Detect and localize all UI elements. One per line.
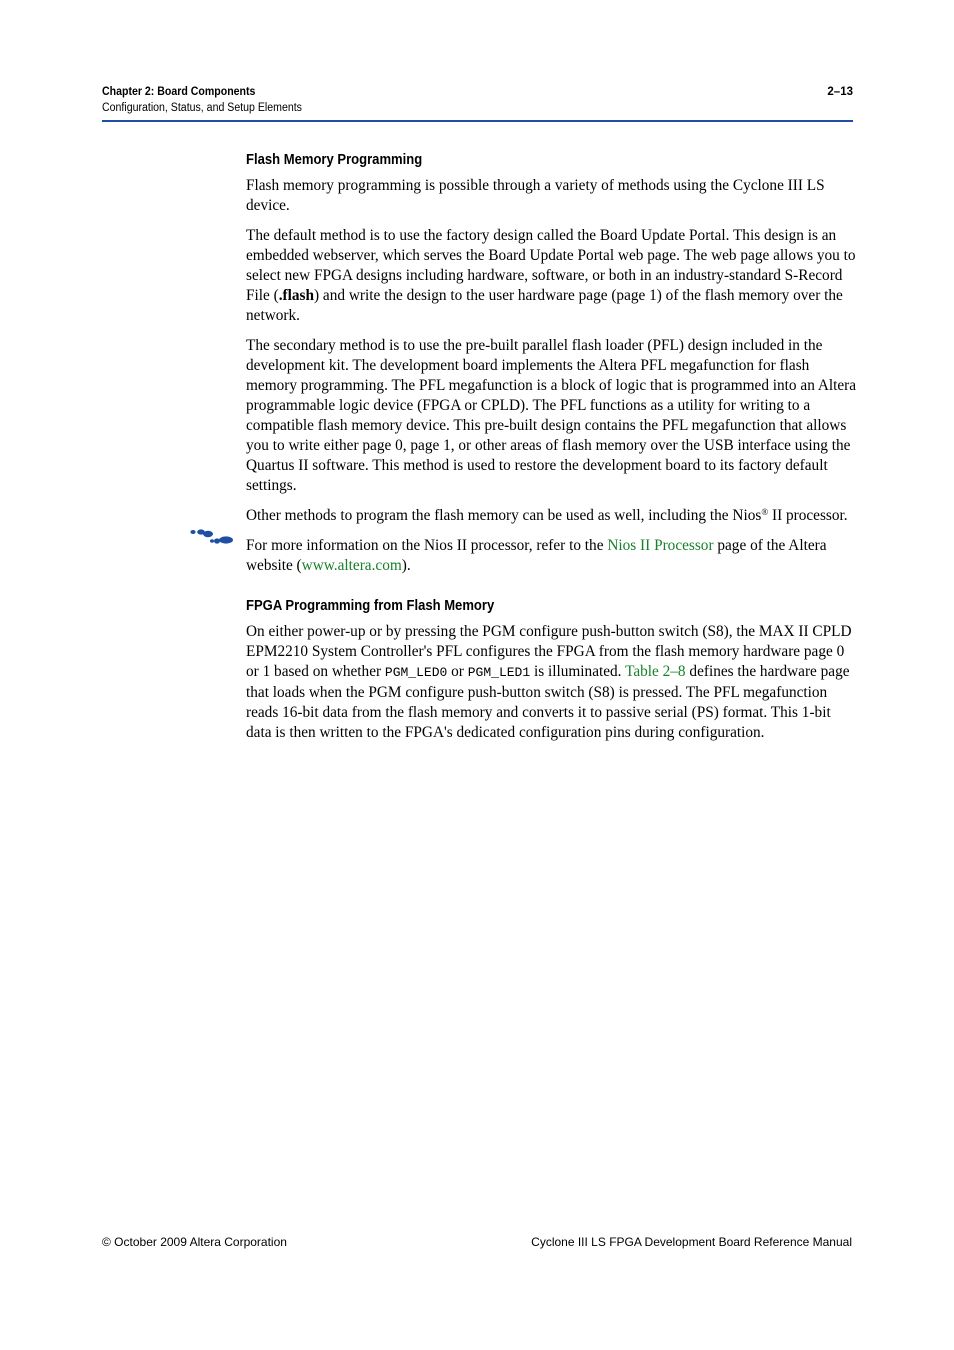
fpga-programming-paragraph — [246, 622, 858, 743]
pgm-led0-code: PGM_LED0 — [384, 665, 448, 680]
pgm-led1-code: PGM_LED1 — [467, 665, 531, 680]
header-rule — [102, 120, 853, 122]
fpga-text-a: On either power-up or by pressing the PGM configure push-button switch (S8), the MAX II CPLD EPM2210 System Controller's PFL configures the FPGA from the flash memory hardware page 0 or 1 based on whether — [246, 623, 852, 680]
fpga-programming-heading: FPGA Programming from Flash Memory — [246, 598, 495, 614]
running-header — [102, 84, 793, 116]
nios-ii-processor-link[interactable]: Nios II Processor — [607, 537, 714, 554]
default-method-paragraph — [246, 226, 858, 326]
fpga-text-c: is illuminated. — [530, 663, 626, 680]
page-number: 2–13 — [827, 86, 853, 98]
other-methods-text: Other methods to program the flash memory can be used as well, including the Nios — [246, 507, 762, 524]
default-method-text: The default method is to use the factory design called the Board Update Portal. This design is an embedded webserver, which serves the Board Update Portal web page. The web page allows you to select new FPGA designs including hardware, software, or both in an industry-standard S-Record File ( — [246, 227, 856, 304]
default-method-text-end: ) and write the design to the user hardware page (page 1) of the flash memory over the network. — [246, 287, 843, 324]
note-text: For more information on the Nios II processor, refer to the — [246, 537, 608, 554]
page-content — [246, 150, 858, 753]
registered-mark: ® — [761, 507, 769, 517]
other-methods-text-end: II processor. — [768, 507, 848, 524]
note-text-middle: page of the Altera website ( — [246, 537, 827, 574]
reference-note — [246, 536, 858, 576]
footprints-icon — [188, 529, 234, 551]
table-2-8-link[interactable]: Table 2–8 — [625, 663, 686, 680]
flash-extension: .flash — [278, 287, 314, 304]
fpga-text-b: or — [447, 663, 468, 680]
flash-programming-heading: Flash Memory Programming — [246, 152, 423, 168]
chapter-title: Chapter 2: Board Components — [102, 86, 256, 98]
footer-copyright: © October 2009 Altera Corporation — [102, 1235, 287, 1249]
section-title: Configuration, Status, and Setup Elements — [102, 102, 302, 114]
note-text-end: ). — [401, 557, 411, 574]
footer-manual-title: Cyclone III LS FPGA Development Board Reference Manual — [531, 1235, 852, 1249]
secondary-method-paragraph: The secondary method is to use the pre-built parallel flash loader (PFL) design included in the development kit. The development board implements the Altera PFL megafunction for flash memory programming. The PFL megafunction is a block of logic that is programmed into an Altera programmable logic device (FPGA or CPLD). The PFL functions as a utility for writing to a compatible flash memory device. This pre-built design contains the PFL megafunction that allows you to write either page 0, page 1, or other areas of flash memory over the USB interface using the Quartus II software. This method is used to restore the development board to its factory default settings. — [246, 337, 857, 494]
altera-website-link[interactable]: www.altera.com — [301, 557, 402, 574]
fpga-text-d: defines the hardware page that loads when the PGM configure push-button switch (S8) is pressed. The PFL megafunction reads 16-bit data from the flash memory and converts it to passive serial (PS) format. This 1-bit data is then written to the FPGA's dedicated configuration pins during configuration. — [246, 663, 850, 741]
flash-intro-paragraph: Flash memory programming is possible through a variety of methods using the Cyclone III LS device. — [246, 177, 825, 214]
other-methods-paragraph — [246, 506, 858, 526]
